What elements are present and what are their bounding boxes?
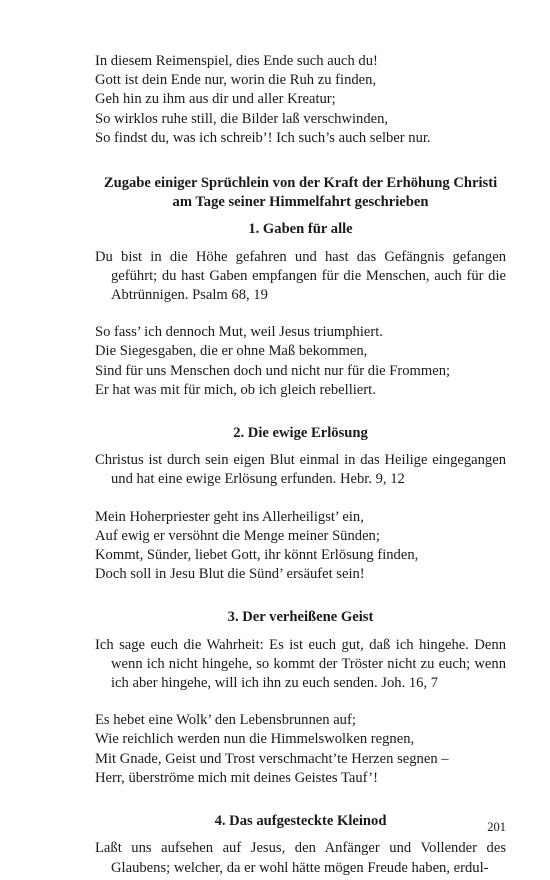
verse-line: Auf ewig er versöhnt die Menge meiner Sünden; xyxy=(95,527,380,544)
stanza xyxy=(95,508,506,585)
verse-line: Herr, überströme mich mit deines Geistes Tauf’! xyxy=(95,769,379,786)
scripture-quote: Laßt uns aufsehen auf Jesus, den Anfänger und Vollender des Glaubens; welcher, da er wohl hätte mögen Freude haben, erdul- xyxy=(95,840,506,876)
section-title-line: Zugabe einiger Sprüchlein von der Kraft der Erhöhung Christi xyxy=(103,175,498,192)
section-title-line: am Tage seiner Himmelfahrt geschrieben xyxy=(172,194,429,211)
intro-verse xyxy=(95,52,506,148)
verse-line: Sind für uns Menschen doch und nicht nur für die Frommen; xyxy=(95,362,451,379)
verse-line: So findst du, was ich schreib’! Ich such’s auch selber nur. xyxy=(95,129,431,146)
verse-line: Wie reichlich werden nun die Himmelswolken regnen, xyxy=(95,731,415,748)
section-title xyxy=(95,174,506,212)
verse-line: Die Siegesgaben, die er ohne Maß bekommen, xyxy=(95,343,368,360)
verse-line: Doch soll in Jesu Blut die Sünd’ ersäufet sein! xyxy=(95,566,365,583)
subsection-heading: 1. Gaben für alle xyxy=(248,221,353,238)
stanza xyxy=(95,711,506,788)
verse-line: Es hebet eine Wolk’ den Lebensbrunnen auf; xyxy=(95,712,356,729)
verse-line: So wirklos ruhe still, die Bilder laß verschwinden, xyxy=(95,110,389,127)
subsection-heading: 2. Die ewige Erlösung xyxy=(233,425,368,442)
verse-line: Er hat was mit für mich, ob ich gleich rebelliert. xyxy=(95,381,376,398)
stanza xyxy=(95,323,506,400)
verse-line: Geh hin zu ihm aus dir und aller Kreatur; xyxy=(95,91,336,108)
subsection-heading: 3. Der verheißene Geist xyxy=(227,609,374,626)
verse-line: Mit Gnade, Geist und Trost verschmacht’te Herzen segnen – xyxy=(95,750,449,767)
subsection-heading: 4. Das aufgesteckte Kleinod xyxy=(214,813,387,830)
verse-line: Gott ist dein Ende nur, worin die Ruh zu finden, xyxy=(95,72,377,89)
scripture-quote: Du bist in die Höhe gefahren und hast das Gefängnis gefangen geführt; du hast Gaben empfangen für die Menschen, auch für die Abtrünnigen. Psalm 68, 19 xyxy=(95,248,506,304)
scripture-quote: Christus ist durch sein eigen Blut einmal in das Heilige eingegangen und hat eine ewige Erlösung erfunden. Hebr. 9, 12 xyxy=(95,452,506,488)
page-content xyxy=(95,52,506,878)
verse-line: In diesem Reimenspiel, dies Ende such auch du! xyxy=(95,53,378,69)
verse-line: Mein Hoherpriester geht ins Allerheiligst’ ein, xyxy=(95,508,364,525)
verse-line: So fass’ ich dennoch Mut, weil Jesus triumphiert. xyxy=(95,324,383,341)
page-number: 201 xyxy=(487,820,506,834)
verse-line: Kommt, Sünder, liebet Gott, ihr könnt Erlösung finden, xyxy=(95,547,419,564)
scripture-quote: Ich sage euch die Wahrheit: Es ist euch gut, daß ich hingehe. Denn wenn ich nicht hingehe, so kommt der Tröster nicht zu euch; wenn ich aber hingehe, will ich ihn zu euch senden. Joh. 16, 7 xyxy=(95,636,506,692)
